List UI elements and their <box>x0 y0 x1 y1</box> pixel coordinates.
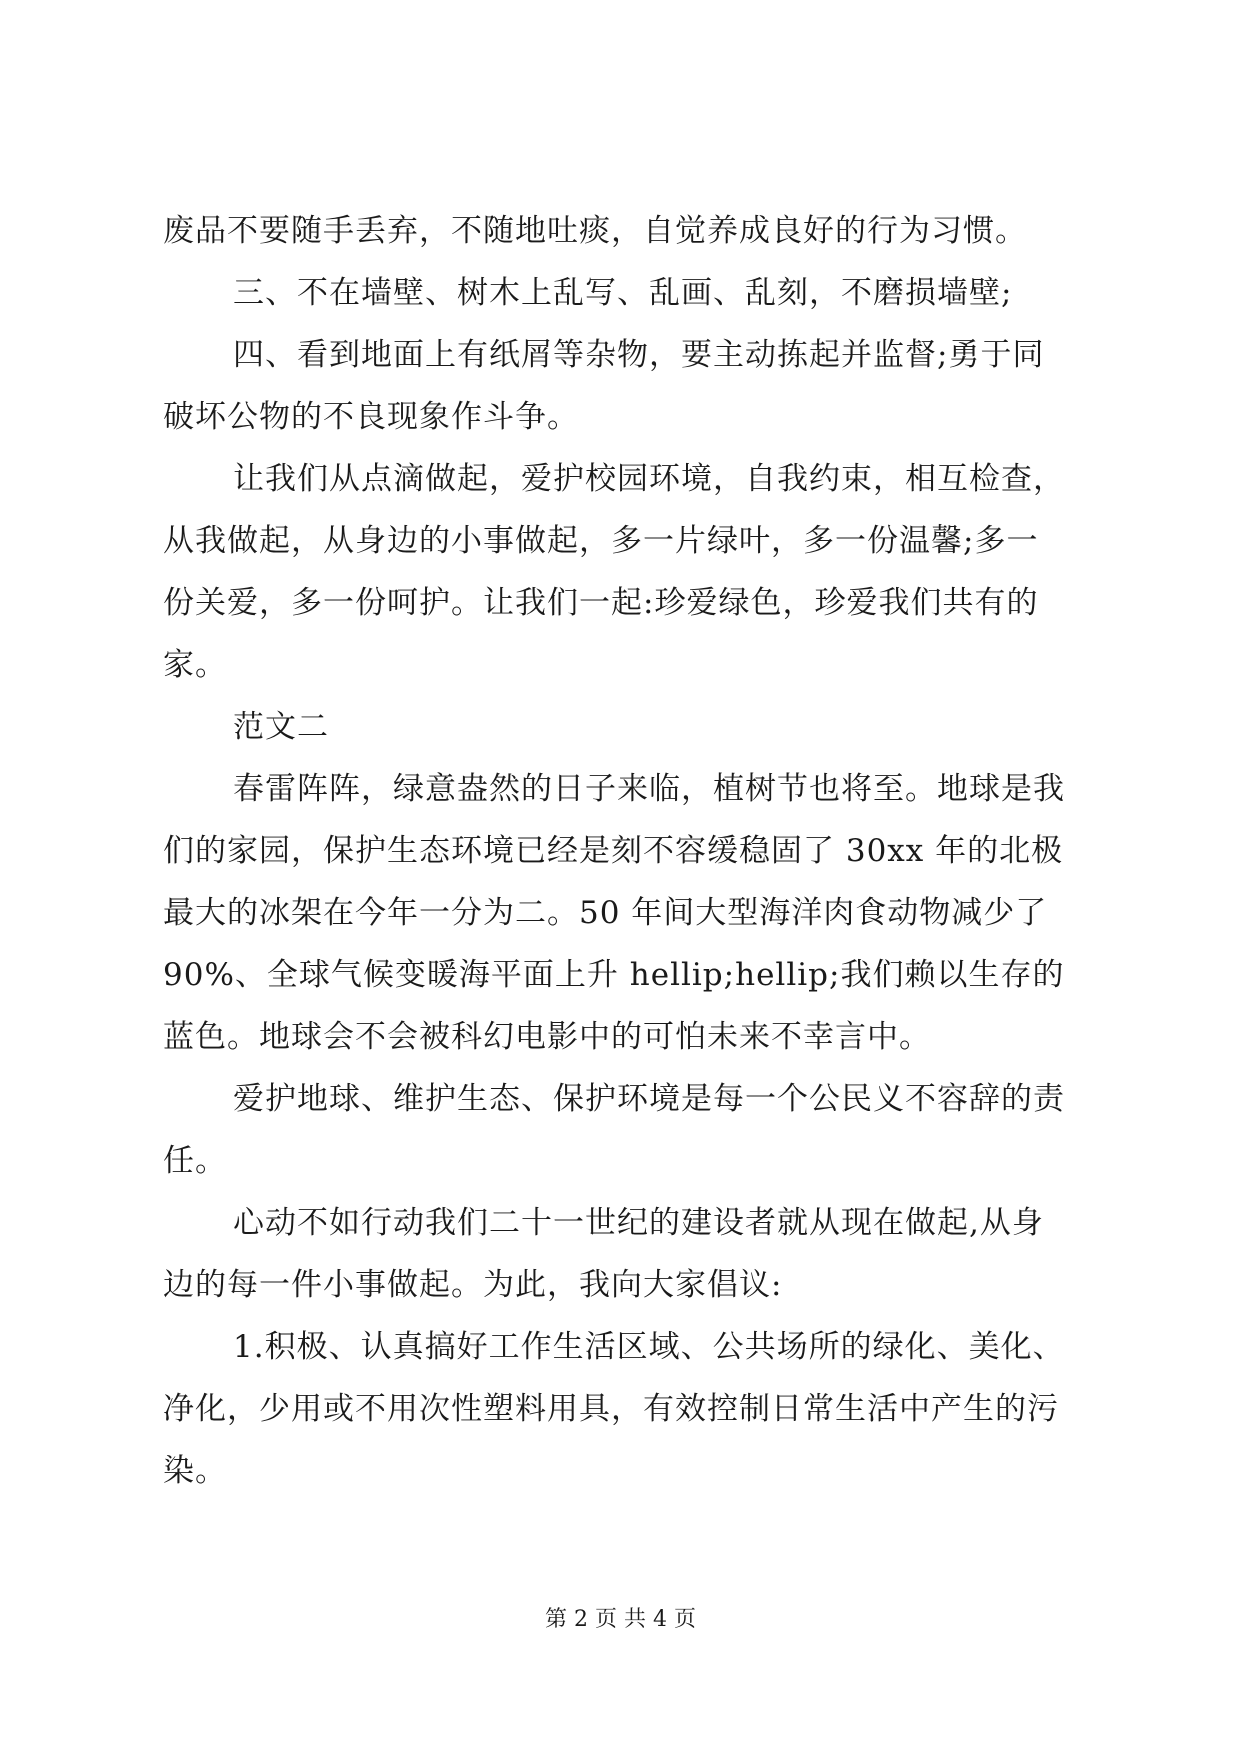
text-line: 们的家园，保护生态环境已经是刻不容缓稳固了 30xx 年的北极 <box>163 833 1064 869</box>
text-line: 破坏公物的不良现象作斗争。 <box>163 399 579 435</box>
text-line: 净化，少用或不用次性塑料用具，有效控制日常生活中产生的污 <box>163 1391 1059 1427</box>
text-line: 任。 <box>163 1143 227 1179</box>
text-line: 染。 <box>163 1453 227 1489</box>
text-line: 份关爱，多一份呵护。让我们一起:珍爱绿色，珍爱我们共有的 <box>163 585 1039 621</box>
text-line: 最大的冰架在今年一分为二。50 年间大型海洋肉食动物减少了 <box>163 895 1048 931</box>
text-line: 春雷阵阵，绿意盎然的日子来临，植树节也将至。地球是我 <box>233 771 1065 807</box>
document-body <box>163 200 1083 1502</box>
text-line: 废品不要随手丢弃，不随地吐痰，自觉养成良好的行为习惯。 <box>163 213 1027 249</box>
text-line: 90%、全球气候变暖海平面上升 hellip;hellip;我们赖以生存的 <box>163 957 1065 993</box>
text-line: 1.积极、认真搞好工作生活区域、公共场所的绿化、美化、 <box>233 1329 1065 1365</box>
text-line: 让我们从点滴做起，爱护校园环境，自我约束，相互检查， <box>233 461 1065 497</box>
text-line: 蓝色。地球会不会被科幻电影中的可怕未来不幸言中。 <box>163 1019 931 1055</box>
text-line: 家。 <box>163 647 227 683</box>
page-footer: 第 2 页 共 4 页 <box>545 1607 696 1632</box>
text-line: 心动不如行动我们二十一世纪的建设者就从现在做起,从身 <box>233 1205 1044 1241</box>
text-line: 三、不在墙壁、树木上乱写、乱画、乱刻，不磨损墙壁; <box>233 275 1013 311</box>
text-line: 边的每一件小事做起。为此，我向大家倡议: <box>163 1267 783 1303</box>
text-line: 四、看到地面上有纸屑等杂物，要主动拣起并监督;勇于同 <box>233 337 1045 373</box>
text-line: 爱护地球、维护生态、保护环境是每一个公民义不容辞的责 <box>233 1081 1065 1117</box>
text-line: 从我做起，从身边的小事做起，多一片绿叶，多一份温馨;多一 <box>163 523 1039 559</box>
section-heading: 范文二 <box>233 709 329 745</box>
